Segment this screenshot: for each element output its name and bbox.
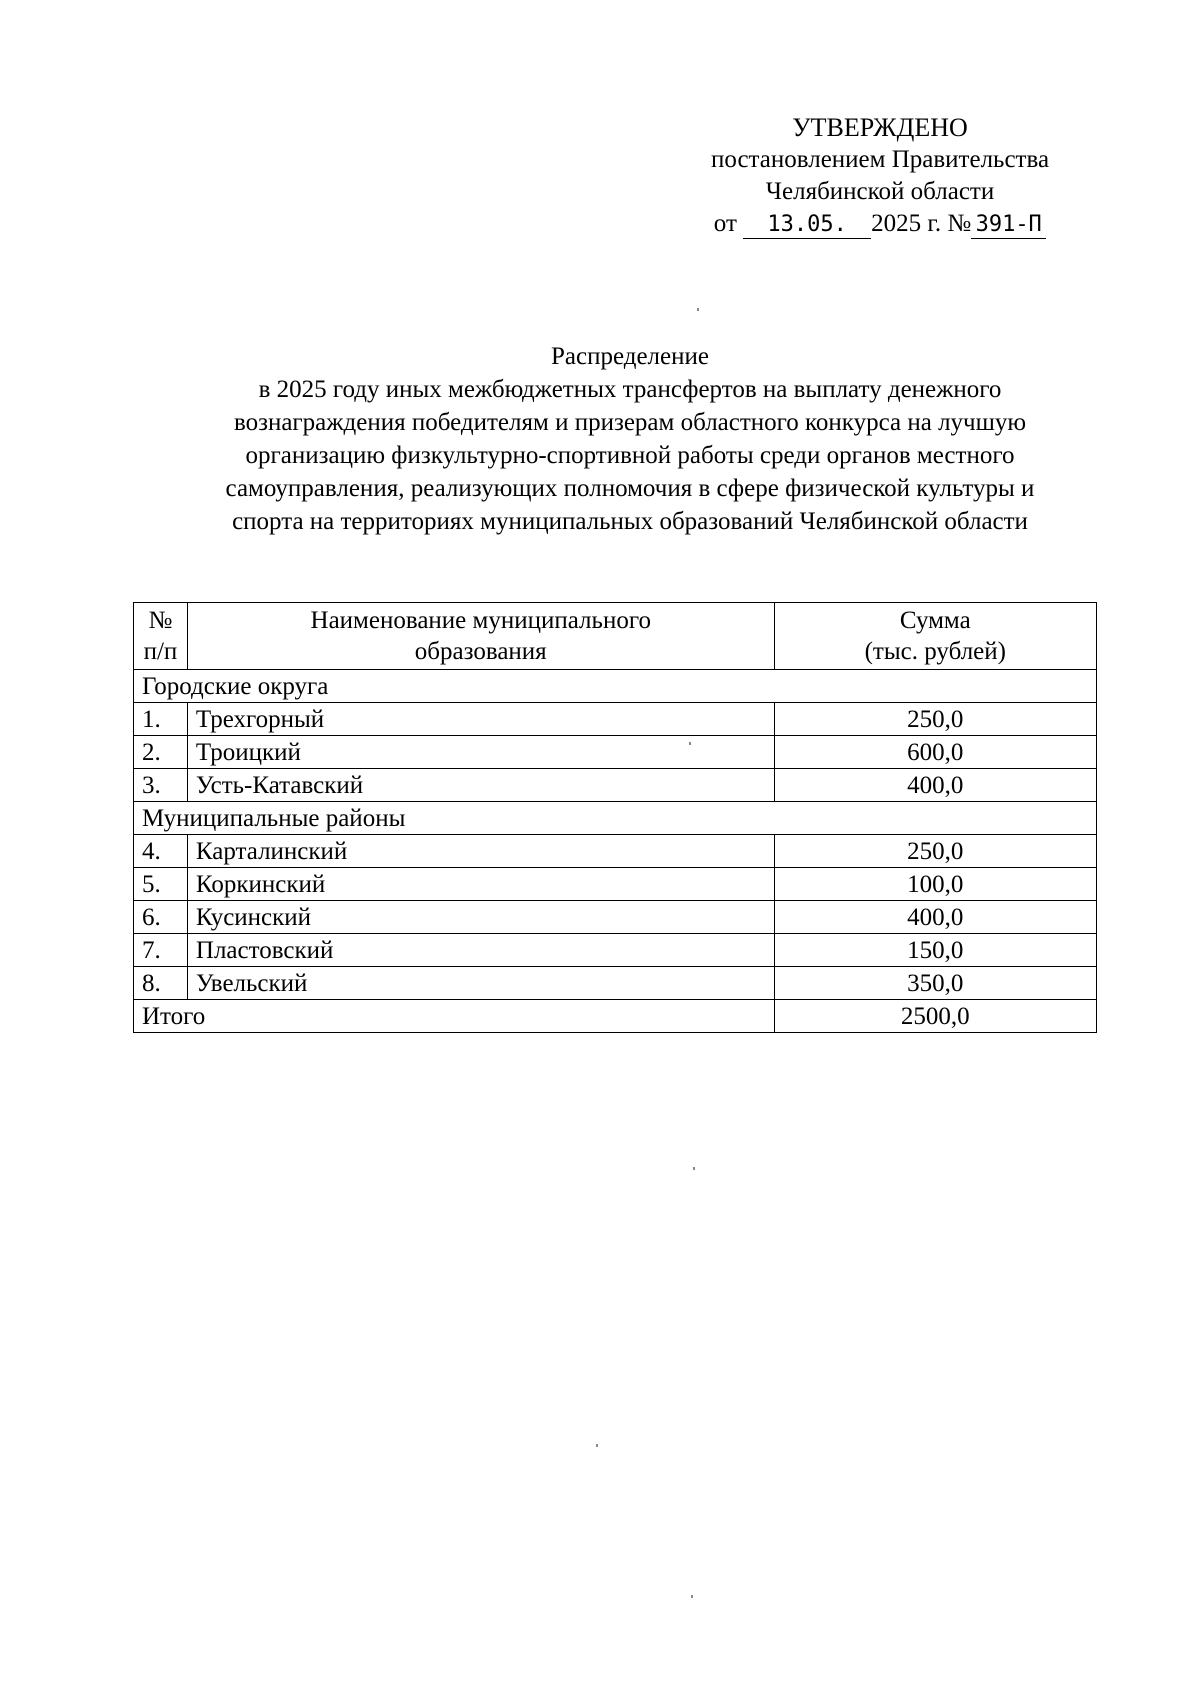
order-date-field: 13.05.: [743, 212, 871, 239]
approval-line-resolution: постановлением Правительства: [710, 146, 1050, 173]
scan-speck: [697, 308, 699, 311]
row-municipality: Троицкий: [187, 736, 774, 769]
distribution-table: [133, 602, 1097, 1033]
table-row: [134, 769, 1097, 802]
row-municipality: Пластовский: [187, 934, 774, 967]
row-sum: 400,0: [774, 901, 1096, 934]
approval-block: [640, 112, 1120, 240]
table-row: [134, 835, 1097, 868]
row-number: 1.: [134, 703, 188, 736]
table-row: [134, 901, 1097, 934]
total-label: Итого: [134, 1000, 775, 1033]
total-sum: 2500,0: [774, 1000, 1096, 1033]
scan-speck: [689, 742, 691, 745]
approval-stamp: УТВЕРЖДЕНО: [792, 113, 968, 142]
row-municipality: Коркинский: [187, 868, 774, 901]
row-number: 5.: [134, 868, 188, 901]
row-number: 4.: [134, 835, 188, 868]
row-number: 7.: [134, 934, 188, 967]
approval-order-line: [640, 208, 1120, 240]
scan-speck: [596, 1444, 598, 1447]
header-number-line1: №: [148, 607, 173, 634]
table-row: [134, 934, 1097, 967]
row-sum: 400,0: [774, 769, 1096, 802]
approval-line-region: Челябинской области: [765, 178, 995, 205]
row-sum: 250,0: [774, 835, 1096, 868]
row-municipality: Кусинский: [187, 901, 774, 934]
row-municipality: Увельский: [187, 967, 774, 1000]
total-row: [134, 1000, 1097, 1033]
title-line: вознаграждения победителям и призерам областного конкурса на лучшую: [233, 409, 1027, 436]
header-number: [134, 603, 188, 670]
header-municipality: [187, 603, 774, 670]
group-row: [134, 670, 1097, 703]
title-line: организацию физкультурно-спортивной работы среди органов местного: [245, 442, 1015, 469]
scan-speck: [691, 1595, 693, 1598]
header-municipality-line2: образования: [414, 638, 547, 665]
row-number: 6.: [134, 901, 188, 934]
row-sum: 150,0: [774, 934, 1096, 967]
row-sum: 600,0: [774, 736, 1096, 769]
row-municipality: Трехгорный: [187, 703, 774, 736]
table-row: [134, 868, 1097, 901]
group-label: Муниципальные районы: [134, 802, 1097, 835]
header-number-line2: п/п: [143, 638, 178, 665]
table-header-row: [134, 603, 1097, 670]
row-number: 3.: [134, 769, 188, 802]
table-row: [134, 736, 1097, 769]
group-label: Городские округа: [134, 670, 1097, 703]
row-municipality: Усть-Катавский: [187, 769, 774, 802]
scan-speck: [693, 1167, 695, 1170]
order-year-text: 2025 г. №: [871, 210, 972, 237]
order-prefix: от: [713, 210, 737, 237]
row-sum: 250,0: [774, 703, 1096, 736]
title-line: самоуправления, реализующих полномочия в сфере физической культуры и: [225, 475, 1035, 502]
document-title: [160, 340, 1100, 538]
header-sum-line1: Сумма: [899, 607, 971, 634]
title-line: в 2025 году иных межбюджетных трансфертов на выплату денежного: [258, 376, 1002, 403]
row-municipality: Карталинский: [187, 835, 774, 868]
title-line: спорта на территориях муниципальных образований Челябинской области: [232, 508, 1028, 535]
header-sum-line2: (тыс. рублей): [864, 638, 1006, 665]
row-number: 2.: [134, 736, 188, 769]
order-number-field: 391-П: [971, 212, 1046, 239]
header-sum: [774, 603, 1096, 670]
header-municipality-line1: Наименование муниципального: [310, 607, 651, 634]
row-sum: 100,0: [774, 868, 1096, 901]
row-sum: 350,0: [774, 967, 1096, 1000]
table-row: [134, 967, 1097, 1000]
group-row: [134, 802, 1097, 835]
table-row: [134, 703, 1097, 736]
row-number: 8.: [134, 967, 188, 1000]
title-heading: Распределение: [551, 343, 709, 370]
